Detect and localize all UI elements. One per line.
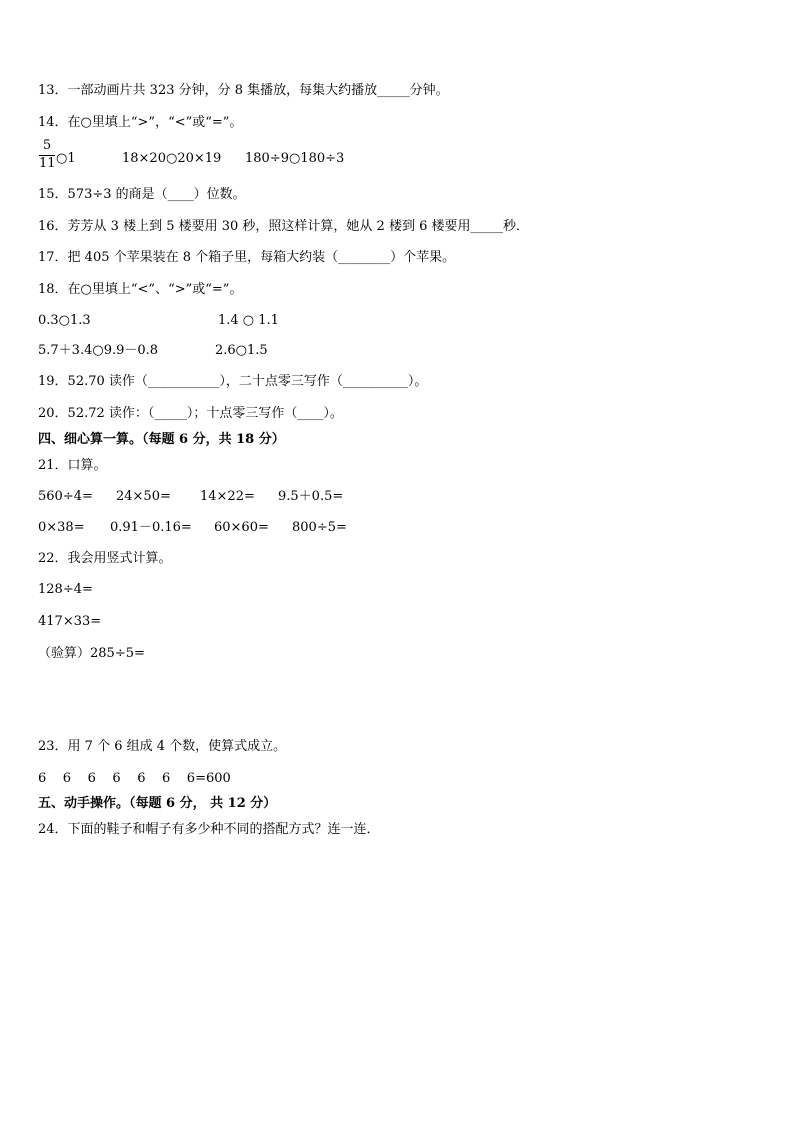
q18-item-3: 5.7＋3.4○9.9－0.8: [38, 343, 159, 358]
q22-item-2: 417×33=: [38, 614, 102, 629]
question-16: 16．芳芳从 3 楼上到 5 楼要用 30 秒，照这样计算，她从 2 楼到 6 楼要用_____秒．: [38, 219, 529, 234]
question-24: 24．下面的鞋子和帽子有多少种不同的搭配方式？连一连．: [38, 822, 380, 837]
question-19: 19．52.70 读作（___________），二十点零三写作（__________）。: [38, 374, 428, 389]
q21-row1-item-4: 9.5＋0.5=: [278, 489, 344, 504]
q22-item-3: （验算）285÷5=: [38, 646, 145, 661]
q21-row2-item-1: 0×38=: [38, 520, 85, 535]
section-4-heading: 四、细心算一算。（每题 6 分，共 18 分）: [38, 432, 285, 447]
q14-item-1: ○1: [56, 151, 76, 166]
q18-item-1: 0.3○1.3: [38, 313, 91, 328]
question-15: 15．573÷3 的商是（____）位数。: [38, 187, 246, 202]
question-13: 13．一部动画片共 323 分钟，分 8 集播放，每集大约播放_____分钟。: [38, 83, 449, 98]
fraction-5-11: [39, 139, 55, 171]
q18-item-2: 1.4 ○ 1.1: [218, 313, 279, 328]
fraction-denominator: 11: [39, 156, 56, 171]
q14-item-3: 180÷9○180÷3: [245, 151, 345, 166]
q21-row1-item-1: 560÷4=: [38, 489, 93, 504]
q23-expression: 6 6 6 6 6 6 6=600: [38, 771, 231, 786]
section-5-heading: 五、动手操作。（每题 6 分， 共 12 分）: [38, 796, 277, 811]
q21-row1-item-3: 14×22=: [200, 489, 255, 504]
question-20: 20．52.72 读作：（_____）；十点零三写作（____）。: [38, 406, 343, 421]
question-23: 23．用 7 个 6 组成 4 个数，使算式成立。: [38, 739, 287, 754]
q18-item-4: 2.6○1.5: [215, 343, 268, 358]
question-21: 21．口算。: [38, 458, 107, 473]
q21-row2-item-2: 0.91－0.16=: [110, 520, 192, 535]
q21-row1-item-2: 24×50=: [116, 489, 171, 504]
question-17: 17．把 405 个苹果装在 8 个箱子里，每箱大约装（________）个苹果。: [38, 250, 456, 265]
q21-row2-item-4: 800÷5=: [292, 520, 347, 535]
q14-item-2: 18×20○20×19: [122, 151, 222, 166]
q21-row2-item-3: 60×60=: [214, 520, 269, 535]
fraction-numerator: 5: [42, 138, 52, 153]
question-18: 18．在○里填上“<”、“>”或“=”。: [38, 282, 243, 297]
question-22: 22．我会用竖式计算。: [38, 551, 172, 566]
q22-item-1: 128÷4=: [38, 582, 93, 597]
question-14: 14．在○里填上“>”，“<”或“=”。: [38, 115, 243, 130]
